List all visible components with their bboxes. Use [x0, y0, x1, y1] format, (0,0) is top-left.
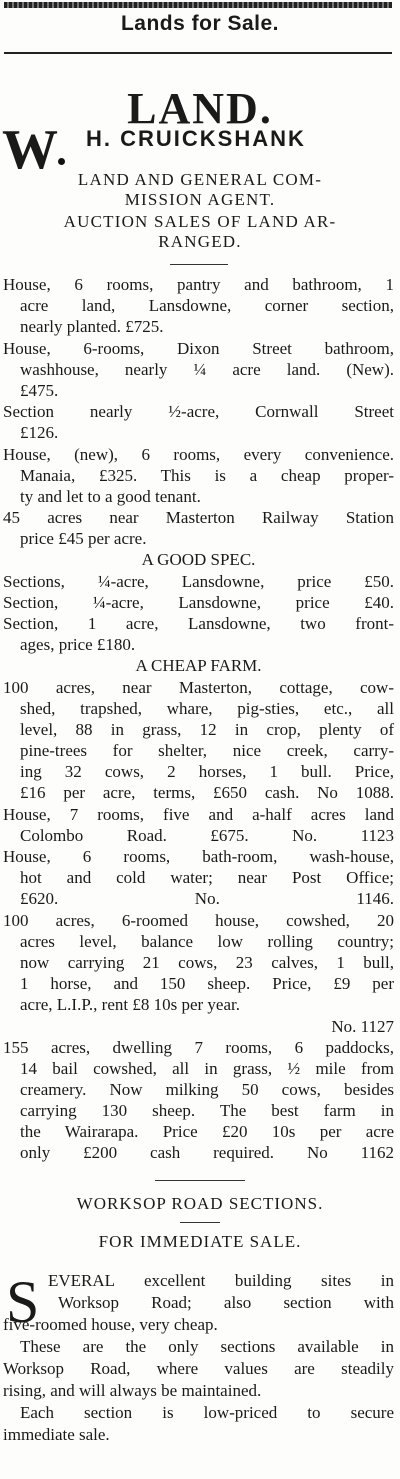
listing-line: Colombo Road. £675. No. 1123 — [20, 826, 394, 845]
listing-line: Section nearly ½-acre, Cornwall Street — [3, 402, 394, 421]
agent-subtitle: AUCTION SALES OF LAND AR- — [63, 212, 337, 231]
listing-line: washhouse, nearly ¼ acre land. (New). — [20, 360, 394, 379]
body-line: rising, and will always be maintained. — [3, 1381, 262, 1400]
agent-subtitle: RANGED. — [158, 232, 242, 251]
listing-line: ty and let to a good tenant. — [20, 487, 201, 506]
drop-cap: S — [6, 1269, 40, 1335]
listing-line: acre land, Lansdowne, corner section, — [20, 296, 394, 315]
listing-line: 45 acres near Masterton Railway Station — [3, 508, 394, 527]
listing-line: acres level, balance low rolling country; — [20, 932, 394, 951]
listing-line: Manaia, £325. This is a cheap proper- — [20, 466, 394, 485]
divider-rule — [170, 264, 228, 265]
listing-line: creamery. Now milking 50 cows, besides — [20, 1080, 394, 1099]
listing-line: House, 6-rooms, Dixon Street bathroom, — [3, 339, 394, 358]
listing-line: only £200 cash required. No 1162 — [20, 1143, 394, 1162]
body-line: Worksop Road, where values are steadily — [3, 1359, 394, 1378]
listing-line: House, (new), 6 rooms, every convenience. — [3, 445, 394, 464]
listing-line: price £45 per acre. — [20, 529, 147, 548]
listing-line: level, 88 in grass, 12 in crop, plenty of — [20, 720, 394, 739]
worksop-heading: WORKSOP ROAD SECTIONS. — [76, 1194, 324, 1213]
listing-line: ages, price £180. — [20, 635, 136, 654]
listing-line: £126. — [20, 423, 59, 442]
listing-line: Sections, ¼-acre, Lansdowne, price £50. — [3, 572, 394, 591]
listing-line: House, 6 rooms, pantry and bathroom, 1 — [3, 275, 394, 294]
listing-line: 1 horse, and 150 sheep. Price, £9 per — [20, 974, 394, 993]
listing-line: hot and cold water; near Post Office; — [20, 868, 394, 887]
listing-line: 155 acres, dwelling 7 rooms, 6 paddocks, — [3, 1038, 394, 1057]
body-line: Each section is low-priced to secure — [20, 1403, 394, 1422]
top-border-rule — [4, 2, 392, 8]
listing-line: ing 32 cows, 2 horses, 1 bull. Price, — [20, 762, 394, 781]
body-line: immediate sale. — [3, 1425, 110, 1444]
body-line: These are the only sections available in — [20, 1337, 394, 1356]
worksop-subheading: FOR IMMEDIATE SALE. — [98, 1232, 302, 1251]
divider-rule — [180, 1222, 220, 1223]
agent-initial: W — [2, 119, 58, 181]
body-line: five-roomed house, very cheap. — [3, 1315, 218, 1334]
agent-subtitle: MISSION AGENT. — [124, 190, 276, 209]
listing-subheading: A GOOD SPEC. — [141, 550, 256, 569]
divider-rule — [155, 1180, 245, 1181]
agent-subtitle: LAND AND GENERAL COM- — [77, 170, 323, 189]
ad-title: LAND. — [127, 84, 273, 133]
listing-line: Section, 1 acre, Lansdowne, two front- — [3, 614, 394, 633]
listing-line: shed, trapshed, whare, pig-sties, etc., all — [20, 699, 394, 718]
agent-name: H. CRUICKSHANK — [86, 126, 306, 151]
listing-line: now carrying 21 cows, 23 calves, 1 bull, — [20, 953, 394, 972]
listing-line: acre, L.I.P., rent £8 10s per year. — [20, 995, 240, 1014]
listing-line: pine-trees for shelter, nice creek, carry- — [20, 741, 394, 760]
listing-line: 100 acres, near Masterton, cottage, cow- — [3, 678, 394, 697]
listing-line: £16 per acre, terms, £650 cash. No 1088. — [20, 783, 394, 802]
listing-line: carrying 130 sheep. The best farm in — [20, 1101, 394, 1120]
body-line: EVERAL excellent building sites in — [48, 1271, 394, 1290]
listing-line: nearly planted. £725. — [20, 317, 164, 336]
listing-subheading: A CHEAP FARM. — [135, 656, 262, 675]
listing-line: 14 bail cowshed, all in grass, ½ mile from — [20, 1059, 394, 1078]
listing-number: No. 1127 — [331, 1017, 394, 1036]
section-title: Lands for Sale. — [120, 12, 280, 35]
listing-line: House, 6 rooms, bath-room, wash-house, — [3, 847, 394, 866]
initial-dot — [58, 158, 65, 165]
listing-line: Section, ¼-acre, Lansdowne, price £40. — [3, 593, 394, 612]
listing-line: 100 acres, 6-roomed house, cowshed, 20 — [3, 911, 394, 930]
listing-line: £620. No. 1146. — [20, 889, 394, 908]
listing-line: the Wairarapa. Price £20 10s per acre — [20, 1122, 394, 1141]
header-rule — [4, 52, 392, 54]
listing-line: £475. — [20, 381, 59, 400]
listing-line: House, 7 rooms, five and a-half acres land — [3, 805, 394, 824]
body-line: Worksop Road; also section with — [58, 1293, 394, 1312]
